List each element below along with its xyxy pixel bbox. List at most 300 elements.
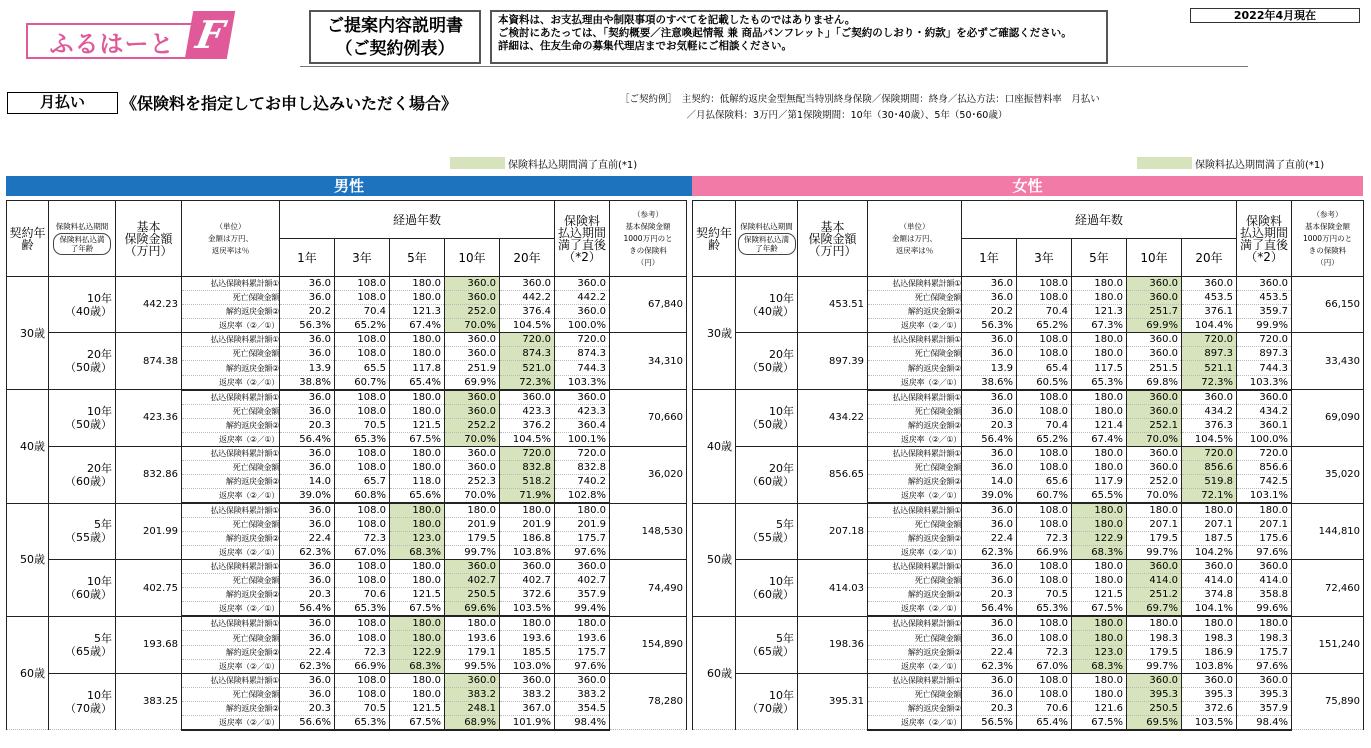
header-payment-term-title: 保険料払込期間: [740, 222, 793, 232]
as-of-date: 2022年4月現在: [1190, 8, 1360, 23]
header-right-after-line: 払込期間: [1240, 225, 1289, 240]
value-cell: 360.0: [445, 390, 500, 405]
value-cell: 117.8: [390, 361, 445, 375]
header-divider: [300, 66, 1248, 67]
reference-premium-cell: 36,020: [610, 446, 687, 503]
value-cell: 121.5: [390, 418, 445, 432]
payment-term: 20年: [87, 348, 112, 362]
value-cell: 72.3: [335, 532, 390, 546]
payment-term: 5年: [776, 631, 794, 645]
row-label: 死亡保険金額: [868, 574, 962, 588]
value-cell: 897.3: [1237, 347, 1292, 361]
reference-premium-cell: 66,150: [1292, 277, 1364, 333]
value-cell: 180.0: [1072, 631, 1127, 645]
value-cell: 180.0: [390, 404, 445, 418]
value-cell: 20.3: [962, 588, 1017, 602]
value-cell: 180.0: [390, 460, 445, 474]
value-cell: 56.5%: [962, 715, 1017, 730]
value-cell: 104.1%: [1182, 602, 1237, 617]
header-base-amount-line: 保険金額: [808, 231, 857, 246]
value-cell: 360.0: [1182, 390, 1237, 405]
reference-premium-cell: 154,890: [610, 616, 687, 673]
value-cell: 179.5: [1127, 645, 1182, 659]
value-cell: 36.0: [280, 673, 335, 687]
payment-end-age: （50歳）: [65, 361, 112, 375]
value-cell: 360.0: [1237, 560, 1292, 574]
reference-premium-cell: 148,530: [610, 503, 687, 560]
row-label: 死亡保険金額: [182, 347, 280, 361]
value-cell: 56.4%: [280, 602, 335, 617]
value-cell: 180.0: [1072, 560, 1127, 574]
value-cell: 69.8%: [1127, 375, 1182, 390]
row-label: 返戻率（②／①）: [182, 375, 280, 390]
value-cell: 186.9: [1182, 645, 1237, 659]
value-cell: 108.0: [1017, 277, 1072, 291]
value-cell: 180.0: [1072, 616, 1127, 631]
value-cell: 99.7%: [1127, 659, 1182, 673]
value-cell: 360.0: [1237, 277, 1292, 291]
table-row: [7, 277, 687, 291]
value-cell: 108.0: [1017, 291, 1072, 305]
row-label: 払込保険料累計額①: [182, 673, 280, 687]
value-cell: 36.0: [962, 616, 1017, 631]
payment-term-cell: [49, 277, 116, 333]
value-cell: 13.9: [962, 361, 1017, 375]
value-cell: 180.0: [500, 616, 555, 631]
value-cell: 180.0: [1182, 503, 1237, 518]
value-cell: 60.7%: [335, 375, 390, 390]
value-cell: 71.9%: [500, 489, 555, 504]
value-cell: 402.7: [500, 574, 555, 588]
value-cell: 65.3%: [1017, 602, 1072, 617]
table-row: [693, 560, 1364, 574]
table-row: [693, 503, 1364, 518]
value-cell: 180.0: [1072, 277, 1127, 291]
payment-end-age: （60歳）: [65, 474, 112, 488]
contract-age-cell: 50歳: [693, 503, 736, 616]
value-cell: 376.4: [500, 305, 555, 319]
value-cell: 62.3%: [280, 659, 335, 673]
value-cell: 99.5%: [445, 659, 500, 673]
value-cell: 121.3: [390, 305, 445, 319]
value-cell: 414.0: [1182, 574, 1237, 588]
header-reference-line: きの保険料: [1308, 245, 1347, 255]
value-cell: 360.0: [1127, 333, 1182, 347]
payment-term-cell: [49, 446, 116, 503]
value-cell: 108.0: [335, 631, 390, 645]
row-label: 解約返戻金額②: [182, 645, 280, 659]
value-cell: 518.2: [500, 474, 555, 488]
value-cell: 897.3: [1182, 347, 1237, 361]
header-right-after: [1237, 201, 1292, 277]
value-cell: 360.0: [555, 390, 610, 405]
row-label: 返戻率（②／①）: [868, 715, 962, 730]
table-row: [693, 616, 1364, 631]
value-cell: 56.4%: [962, 432, 1017, 446]
header-contract-age: 契約年齢: [693, 201, 736, 277]
row-label: 死亡保険金額: [868, 404, 962, 418]
value-cell: 36.0: [962, 390, 1017, 405]
value-cell: 180.0: [445, 503, 500, 518]
reference-premium-cell: 33,430: [1292, 333, 1364, 390]
contract-age-cell: 30歳: [7, 277, 49, 390]
value-cell: 103.5%: [1182, 715, 1237, 730]
value-cell: 108.0: [335, 291, 390, 305]
value-cell: 744.3: [555, 361, 610, 375]
value-cell: 198.3: [1182, 631, 1237, 645]
header-unit-line: 返戻率は％: [211, 245, 250, 255]
value-cell: 832.8: [555, 460, 610, 474]
value-cell: 70.0%: [1127, 489, 1182, 504]
row-label: 解約返戻金額②: [182, 532, 280, 546]
header-end-age: 保険料払込満了年齢: [53, 233, 111, 255]
row-label: 払込保険料累計額①: [868, 616, 962, 631]
highlight-legend-male: [450, 157, 637, 169]
header-reference-line: 1000万円のと: [1302, 233, 1353, 243]
value-cell: 359.7: [1237, 305, 1292, 319]
value-cell: 36.0: [280, 687, 335, 701]
header-right-after-line: 保険料: [564, 213, 601, 228]
value-cell: 39.0%: [280, 489, 335, 504]
value-cell: 123.0: [390, 532, 445, 546]
header-reference: [610, 201, 687, 277]
value-cell: 108.0: [335, 333, 390, 347]
value-cell: 108.0: [1017, 518, 1072, 532]
value-cell: 104.2%: [1182, 546, 1237, 560]
value-cell: 65.4%: [1017, 715, 1072, 730]
row-label: 返戻率（②／①）: [868, 546, 962, 560]
header-base-amount-line: （万円）: [808, 243, 857, 258]
value-cell: 832.8: [500, 460, 555, 474]
value-cell: 251.9: [445, 361, 500, 375]
value-cell: 67.5%: [390, 602, 445, 617]
payment-term: 5年: [776, 518, 794, 532]
row-label: 払込保険料累計額①: [868, 560, 962, 574]
value-cell: 56.3%: [962, 319, 1017, 333]
value-cell: 720.0: [1182, 446, 1237, 460]
value-cell: 65.4: [1017, 361, 1072, 375]
value-cell: 108.0: [1017, 460, 1072, 474]
page-subtitle: 《保険料を指定してお申し込みいただく場合》: [121, 94, 458, 113]
header-end-age: 保険料払込満了年齢: [738, 233, 796, 255]
header-unit-line: 返戻率は％: [895, 245, 934, 255]
value-cell: 102.8%: [555, 489, 610, 504]
value-cell: 180.0: [1127, 616, 1182, 631]
value-cell: 180.0: [1072, 446, 1127, 460]
value-cell: 383.2: [445, 687, 500, 701]
value-cell: 67.4%: [390, 319, 445, 333]
value-cell: 360.0: [445, 460, 500, 474]
value-cell: 99.4%: [555, 602, 610, 617]
value-cell: 72.3: [335, 645, 390, 659]
value-cell: 180.0: [1237, 616, 1292, 631]
value-cell: 395.3: [1182, 687, 1237, 701]
value-cell: 97.6%: [1237, 546, 1292, 560]
base-amount-cell: 434.22: [798, 390, 868, 447]
value-cell: 360.0: [555, 277, 610, 291]
value-cell: 70.4: [335, 305, 390, 319]
highlight-legend-female: [1137, 157, 1324, 169]
payment-term-cell: [736, 503, 798, 560]
value-cell: 65.2%: [1017, 432, 1072, 446]
table-row: [693, 390, 1364, 405]
value-cell: 108.0: [335, 390, 390, 405]
value-cell: 198.3: [1237, 631, 1292, 645]
value-cell: 108.0: [1017, 404, 1072, 418]
value-cell: 360.0: [445, 560, 500, 574]
reference-premium-cell: 69,090: [1292, 390, 1364, 447]
value-cell: 20.3: [280, 418, 335, 432]
value-cell: 103.1%: [1237, 489, 1292, 504]
value-cell: 187.5: [1182, 532, 1237, 546]
table-row: [7, 390, 687, 405]
value-cell: 434.2: [1182, 404, 1237, 418]
row-label: 払込保険料累計額①: [868, 503, 962, 518]
value-cell: 65.6: [1017, 474, 1072, 488]
payment-end-age: （55歳）: [747, 531, 794, 545]
value-cell: 180.0: [390, 673, 445, 687]
value-cell: 360.0: [445, 347, 500, 361]
value-cell: 201.9: [555, 518, 610, 532]
value-cell: 108.0: [1017, 560, 1072, 574]
value-cell: 62.3%: [280, 546, 335, 560]
value-cell: 121.5: [1072, 588, 1127, 602]
value-cell: 118.0: [390, 474, 445, 488]
legend-swatch: [450, 157, 505, 169]
base-amount-cell: 395.31: [798, 673, 868, 730]
payment-term: 20年: [87, 461, 112, 475]
value-cell: 68.9%: [445, 715, 500, 730]
row-label: 返戻率（②／①）: [868, 319, 962, 333]
value-cell: 179.5: [1127, 532, 1182, 546]
header-year: 3年: [1017, 239, 1072, 277]
legend-text: 保険料払込期間満了直前(*1): [1195, 159, 1325, 171]
value-cell: 180.0: [445, 616, 500, 631]
value-cell: 856.6: [1237, 460, 1292, 474]
value-cell: 175.7: [555, 645, 610, 659]
value-cell: 66.9%: [1017, 546, 1072, 560]
value-cell: 720.0: [500, 333, 555, 347]
value-cell: 117.5: [1072, 361, 1127, 375]
value-cell: 372.6: [500, 588, 555, 602]
value-cell: 180.0: [1072, 291, 1127, 305]
row-label: 払込保険料累計額①: [182, 333, 280, 347]
value-cell: 434.2: [1237, 404, 1292, 418]
value-cell: 376.3: [1182, 418, 1237, 432]
value-cell: 67.0%: [335, 546, 390, 560]
value-cell: 36.0: [280, 446, 335, 460]
value-cell: 20.2: [280, 305, 335, 319]
row-label: 払込保険料累計額①: [182, 390, 280, 405]
value-cell: 36.0: [962, 687, 1017, 701]
value-cell: 376.2: [500, 418, 555, 432]
value-cell: 402.7: [555, 574, 610, 588]
row-label: 解約返戻金額②: [868, 588, 962, 602]
row-label: 返戻率（②／①）: [182, 546, 280, 560]
value-cell: 360.0: [1127, 446, 1182, 460]
value-cell: 179.5: [445, 532, 500, 546]
value-cell: 36.0: [280, 560, 335, 574]
value-cell: 180.0: [1182, 616, 1237, 631]
value-cell: 56.4%: [962, 602, 1017, 617]
value-cell: 108.0: [1017, 687, 1072, 701]
value-cell: 360.0: [1127, 390, 1182, 405]
payment-term-cell: [736, 616, 798, 673]
value-cell: 103.8%: [1182, 659, 1237, 673]
row-label: 解約返戻金額②: [182, 305, 280, 319]
value-cell: 423.3: [500, 404, 555, 418]
value-cell: 36.0: [962, 574, 1017, 588]
value-cell: 180.0: [1072, 404, 1127, 418]
value-cell: 62.3%: [962, 659, 1017, 673]
payment-end-age: （60歳）: [747, 474, 794, 488]
value-cell: 180.0: [1237, 503, 1292, 518]
value-cell: 720.0: [1237, 333, 1292, 347]
reference-premium-cell: 70,660: [610, 390, 687, 447]
value-cell: 99.9%: [1237, 319, 1292, 333]
value-cell: 99.7%: [1127, 546, 1182, 560]
value-cell: 20.3: [280, 588, 335, 602]
base-amount-cell: 897.39: [798, 333, 868, 390]
contract-age-cell: 40歳: [693, 390, 736, 503]
row-label: 払込保険料累計額①: [182, 560, 280, 574]
payment-end-age: （60歳）: [65, 588, 112, 602]
value-cell: 180.0: [390, 518, 445, 532]
value-cell: 360.0: [445, 446, 500, 460]
base-amount-cell: 193.68: [116, 616, 182, 673]
value-cell: 180.0: [555, 503, 610, 518]
value-cell: 70.0%: [445, 319, 500, 333]
payment-term-cell: [736, 673, 798, 730]
value-cell: 39.0%: [962, 489, 1017, 504]
value-cell: 180.0: [1072, 503, 1127, 518]
value-cell: 67.3%: [1072, 319, 1127, 333]
value-cell: 179.1: [445, 645, 500, 659]
contract-age-cell: 40歳: [7, 390, 49, 503]
value-cell: 68.3%: [1072, 546, 1127, 560]
value-cell: 360.0: [1182, 277, 1237, 291]
header-reference-line: （円）: [636, 257, 660, 267]
value-cell: 360.0: [500, 560, 555, 574]
value-cell: 99.7%: [445, 546, 500, 560]
value-cell: 36.0: [280, 404, 335, 418]
header-right-after-line: 保険料: [1246, 213, 1283, 228]
row-label: 払込保険料累計額①: [868, 277, 962, 291]
table-row: [7, 446, 687, 460]
row-label: 解約返戻金額②: [182, 701, 280, 715]
header-reference: [1292, 201, 1364, 277]
value-cell: 69.7%: [1127, 602, 1182, 617]
value-cell: 251.2: [1127, 588, 1182, 602]
value-cell: 36.0: [280, 518, 335, 532]
value-cell: 36.0: [962, 503, 1017, 518]
header-reference-line: きの保険料: [629, 245, 667, 255]
legend-swatch: [1137, 157, 1192, 169]
row-label: 死亡保険金額: [868, 291, 962, 305]
value-cell: 180.0: [1072, 687, 1127, 701]
header-right-after-line: 満了直後: [558, 237, 607, 252]
payment-end-age: （65歳）: [65, 644, 112, 658]
value-cell: 720.0: [500, 446, 555, 460]
value-cell: 108.0: [1017, 347, 1072, 361]
header-unit-line: 金額は万円、: [892, 233, 937, 243]
payment-term-cell: [49, 616, 116, 673]
value-cell: 251.5: [1127, 361, 1182, 375]
value-cell: 720.0: [1237, 446, 1292, 460]
row-label: 返戻率（②／①）: [868, 375, 962, 390]
value-cell: 104.5%: [500, 432, 555, 446]
row-label: 死亡保険金額: [182, 460, 280, 474]
notice-line: 詳細は、住友生命の募集代理店までお気軽にご相談ください。: [498, 40, 792, 52]
base-amount-cell: 453.51: [798, 277, 868, 333]
value-cell: 60.5%: [1017, 375, 1072, 390]
value-cell: 856.6: [1182, 460, 1237, 474]
value-cell: 65.3%: [335, 715, 390, 730]
header-year: 1年: [280, 239, 335, 277]
row-label: 払込保険料累計額①: [868, 390, 962, 405]
contract-example-line: ［ご契約例］ 主契約：低解約返戻金型無配当特別終身保険／保険期間：終身／払込方法：口座振替料率 月払い: [620, 94, 1100, 105]
value-cell: 252.0: [1127, 474, 1182, 488]
value-cell: 180.0: [390, 446, 445, 460]
value-cell: 186.8: [500, 532, 555, 546]
value-cell: 108.0: [1017, 390, 1072, 405]
payment-term-cell: [736, 560, 798, 617]
row-label: 返戻率（②／①）: [182, 319, 280, 333]
value-cell: 180.0: [390, 616, 445, 631]
payment-type-label: 月払い: [7, 92, 118, 114]
male-table: [6, 200, 687, 731]
base-amount-cell: 414.03: [798, 560, 868, 617]
value-cell: 70.5: [1017, 588, 1072, 602]
header-base-amount-line: 基本: [820, 219, 845, 234]
value-cell: 121.5: [390, 588, 445, 602]
reference-premium-cell: 35,020: [1292, 446, 1364, 503]
value-cell: 60.7%: [1017, 489, 1072, 504]
value-cell: 180.0: [1072, 518, 1127, 532]
value-cell: 104.5%: [500, 319, 555, 333]
payment-term: 5年: [94, 518, 112, 532]
value-cell: 36.0: [280, 291, 335, 305]
row-label: 返戻率（②／①）: [182, 432, 280, 446]
value-cell: 103.5%: [500, 602, 555, 617]
row-label: 解約返戻金額②: [868, 645, 962, 659]
value-cell: 70.0%: [445, 489, 500, 504]
payment-term: 10年: [769, 688, 794, 702]
value-cell: 65.2%: [1017, 319, 1072, 333]
value-cell: 36.0: [280, 333, 335, 347]
legend-text: 保険料払込期間満了直前(*1): [508, 159, 638, 171]
value-cell: 108.0: [335, 574, 390, 588]
header-base-amount-line: 基本: [136, 219, 161, 234]
row-label: 死亡保険金額: [182, 291, 280, 305]
header-base-amount: [116, 201, 182, 277]
reference-premium-cell: 34,310: [610, 333, 687, 390]
value-cell: 36.0: [280, 347, 335, 361]
female-section-header: 女性: [692, 176, 1363, 196]
header-reference-line: 基本保険金額: [1305, 221, 1351, 231]
table-row: [7, 560, 687, 574]
payment-term-cell: [49, 390, 116, 447]
value-cell: 180.0: [390, 333, 445, 347]
payment-term-cell: [736, 277, 798, 333]
value-cell: 72.3: [1017, 532, 1072, 546]
value-cell: 193.6: [500, 631, 555, 645]
value-cell: 69.9%: [445, 375, 500, 390]
base-amount-cell: 383.25: [116, 673, 182, 730]
row-label: 解約返戻金額②: [868, 361, 962, 375]
row-label: 死亡保険金額: [182, 687, 280, 701]
value-cell: 121.5: [390, 701, 445, 715]
